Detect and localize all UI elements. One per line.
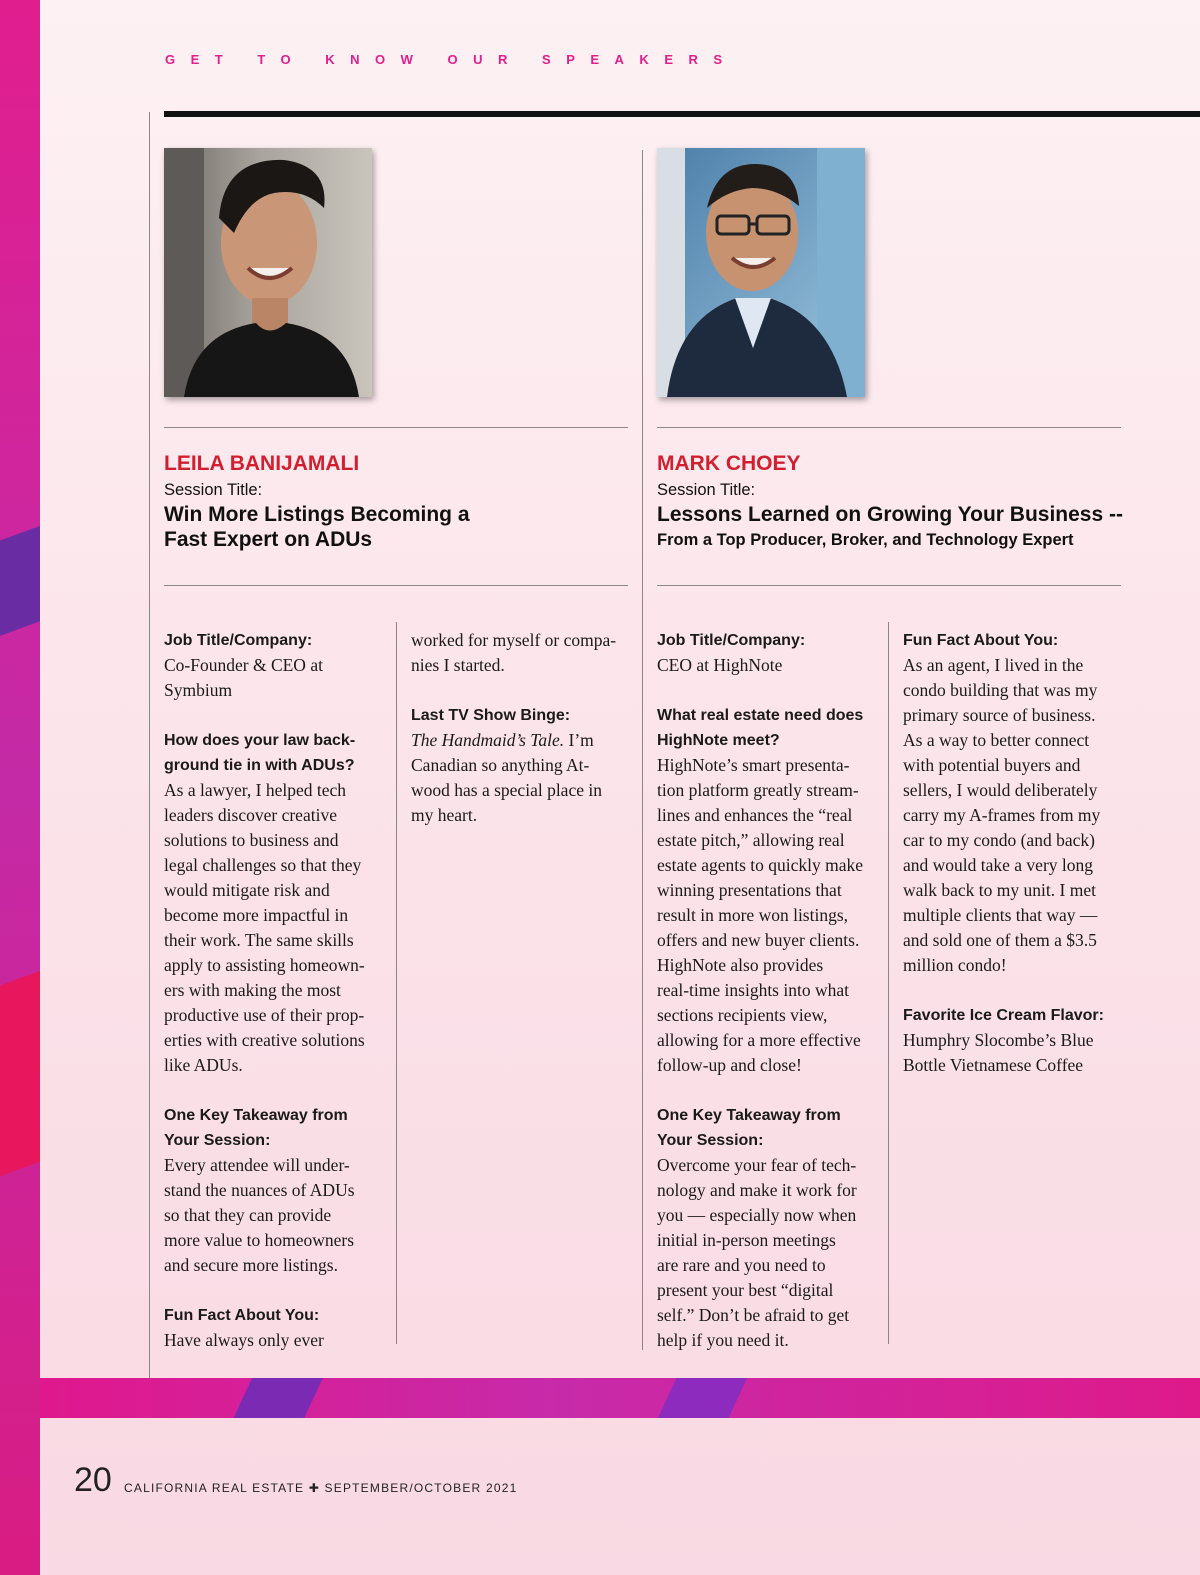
speaker2-rule-bottom — [657, 585, 1121, 586]
body-column — [903, 628, 1104, 1103]
session-label: Session Title: — [657, 481, 756, 499]
answer-line: winning presentations that — [657, 880, 842, 900]
qa-block — [164, 1103, 365, 1278]
qa-block — [657, 703, 863, 1078]
answer-line: and secure more listings. — [164, 1255, 338, 1275]
page-number: 20 — [74, 1461, 112, 1499]
qa-block — [657, 628, 863, 678]
qa-block — [903, 628, 1104, 978]
question-label: One Key Takeaway from — [164, 1107, 348, 1124]
answer-line: carry my A-frames from my — [903, 805, 1101, 825]
answer-line: multiple clients that way — — [903, 905, 1098, 925]
qa-block — [657, 1103, 863, 1353]
answer-line: tion platform greatly stream- — [657, 780, 859, 800]
answer-line: HighNote’s smart presenta- — [657, 755, 850, 775]
footer-publication: CALIFORNIA REAL ESTATE ✚ SEPTEMBER/OCTOBER 2021 — [124, 1481, 518, 1495]
answer-line: Humphry Slocombe’s Blue — [903, 1030, 1094, 1050]
answer-line: help if you need it. — [657, 1330, 789, 1350]
answer-line — [411, 728, 616, 753]
answer-line: car to my condo (and back) — [903, 830, 1095, 850]
top-rule — [164, 111, 1200, 117]
session-title-line: Win More Listings Becoming a — [164, 503, 470, 526]
answer-line: stand the nuances of ADUs — [164, 1180, 355, 1200]
question-label: Fun Fact About You: — [903, 632, 1059, 649]
answer-line: Every attendee will under- — [164, 1155, 350, 1175]
answer-line: nology and make it work for — [657, 1180, 857, 1200]
answer-line: Have always only ever — [164, 1330, 324, 1350]
answer-line: condo building that was my — [903, 680, 1098, 700]
answer-line: and would take a very long — [903, 855, 1094, 875]
speaker-name: MARK CHOEY — [657, 452, 801, 475]
speaker-divider-rule — [642, 150, 643, 1350]
answer-line: productive use of their prop- — [164, 1005, 365, 1025]
answer-line: As a lawyer, I helped tech — [164, 780, 346, 800]
question-label: ground tie in with ADUs? — [164, 757, 355, 774]
answer-line: primary source of business. — [903, 705, 1096, 725]
show-title: The Handmaid’s Tale. — [411, 730, 565, 750]
question-label: Your Session: — [657, 1132, 764, 1149]
answer-line: ers with making the most — [164, 980, 341, 1000]
question-label: Job Title/Company: — [164, 632, 313, 649]
session-subtitle: From a Top Producer, Broker, and Technology Expert — [657, 531, 1074, 549]
session-title — [164, 502, 470, 552]
question-label: Last TV Show Binge: — [411, 707, 571, 724]
left-decorative-band — [0, 0, 40, 1575]
question-label: Fun Fact About You: — [164, 1307, 320, 1324]
answer-line: their work. The same skills — [164, 930, 354, 950]
answer-line: are rare and you need to — [657, 1255, 826, 1275]
body-column — [657, 628, 863, 1378]
answer-line: become more impactful in — [164, 905, 349, 925]
qa-block — [903, 1003, 1104, 1078]
question-label: HighNote meet? — [657, 732, 780, 749]
body-column — [411, 628, 616, 853]
speaker1-rule-top — [164, 427, 628, 428]
session-label: Session Title: — [164, 481, 263, 499]
answer-line: Overcome your fear of tech- — [657, 1155, 857, 1175]
question-label: Your Session: — [164, 1132, 271, 1149]
answer-line: real-time insights into what — [657, 980, 849, 1000]
answer-line: with potential buyers and — [903, 755, 1081, 775]
bottom-decorative-band — [40, 1378, 1200, 1418]
answer-line: would mitigate risk and — [164, 880, 330, 900]
answer-line: offers and new buyer clients. — [657, 930, 860, 950]
speaker-photo-mark — [657, 148, 865, 397]
session-title — [657, 502, 1123, 527]
question-label: Job Title/Company: — [657, 632, 806, 649]
answer-line: estate pitch,” allowing real — [657, 830, 845, 850]
answer-line: more value to homeowners — [164, 1230, 355, 1250]
qa-block — [164, 1303, 365, 1353]
answer-line: wood has a special place in — [411, 780, 602, 800]
answer-line: sellers, I would deliberately — [903, 780, 1098, 800]
answer-line: leaders discover creative — [164, 805, 337, 825]
answer-line: my heart. — [411, 805, 478, 825]
answer-line: HighNote also provides — [657, 955, 824, 975]
body-column — [164, 628, 365, 1378]
answer-line: estate agents to quickly make — [657, 855, 864, 875]
answer-line: present your best “digital — [657, 1280, 834, 1300]
answer-text: I’m — [564, 730, 594, 750]
left-margin-rule — [149, 112, 150, 1378]
speaker-name: LEILA BANIJAMALI — [164, 452, 360, 475]
answer-line: As an agent, I lived in the — [903, 655, 1084, 675]
answer-line: legal challenges so that they — [164, 855, 362, 875]
answer-line: Co-Founder & CEO at — [164, 655, 323, 675]
answer-line: Symbium — [164, 680, 233, 700]
answer-line: walk back to my unit. I met — [903, 880, 1096, 900]
section-kicker: GET TO KNOW OUR SPEAKERS — [165, 52, 738, 67]
answer-line: like ADUs. — [164, 1055, 243, 1075]
answer-line: allowing for a more effective — [657, 1030, 861, 1050]
answer-line: result in more won listings, — [657, 905, 849, 925]
speaker1-rule-bottom — [164, 585, 628, 586]
question-label: One Key Takeaway from — [657, 1107, 841, 1124]
answer-line: follow-up and close! — [657, 1055, 802, 1075]
column-divider-2 — [888, 622, 889, 1344]
question-label: How does your law back- — [164, 732, 356, 749]
question-label: Favorite Ice Cream Flavor: — [903, 1007, 1104, 1024]
speaker-photo-leila — [164, 148, 372, 397]
column-divider-1 — [396, 622, 397, 1344]
session-title-line: Lessons Learned on Growing Your Business -- — [657, 503, 1123, 526]
answer-line: and sold one of them a $3.5 — [903, 930, 1097, 950]
qa-block — [164, 628, 365, 703]
answer-line: so that they can provide — [164, 1205, 332, 1225]
answer-line: Bottle Vietnamese Coffee — [903, 1055, 1084, 1075]
answer-line: solutions to business and — [164, 830, 339, 850]
answer-line: Canadian so anything At- — [411, 755, 590, 775]
speaker2-rule-top — [657, 427, 1121, 428]
question-label: What real estate need does — [657, 707, 864, 724]
qa-block — [411, 703, 616, 828]
answer-line: initial in-person meetings — [657, 1230, 836, 1250]
answer-line: sections recipients view, — [657, 1005, 828, 1025]
answer-line: million condo! — [903, 955, 1007, 975]
answer-line: lines and enhances the “real — [657, 805, 853, 825]
answer-line: self.” Don’t be afraid to get — [657, 1305, 850, 1325]
qa-block — [411, 628, 616, 678]
answer-line: you — especially now when — [657, 1205, 857, 1225]
answer-line: apply to assisting homeown- — [164, 955, 365, 975]
answer-line: CEO at HighNote — [657, 655, 783, 675]
answer-line: As a way to better connect — [903, 730, 1090, 750]
session-title-line: Fast Expert on ADUs — [164, 528, 373, 551]
qa-block — [164, 728, 365, 1078]
answer-line: worked for myself or compa- — [411, 630, 617, 650]
answer-line: nies I started. — [411, 655, 505, 675]
answer-line: erties with creative solutions — [164, 1030, 365, 1050]
